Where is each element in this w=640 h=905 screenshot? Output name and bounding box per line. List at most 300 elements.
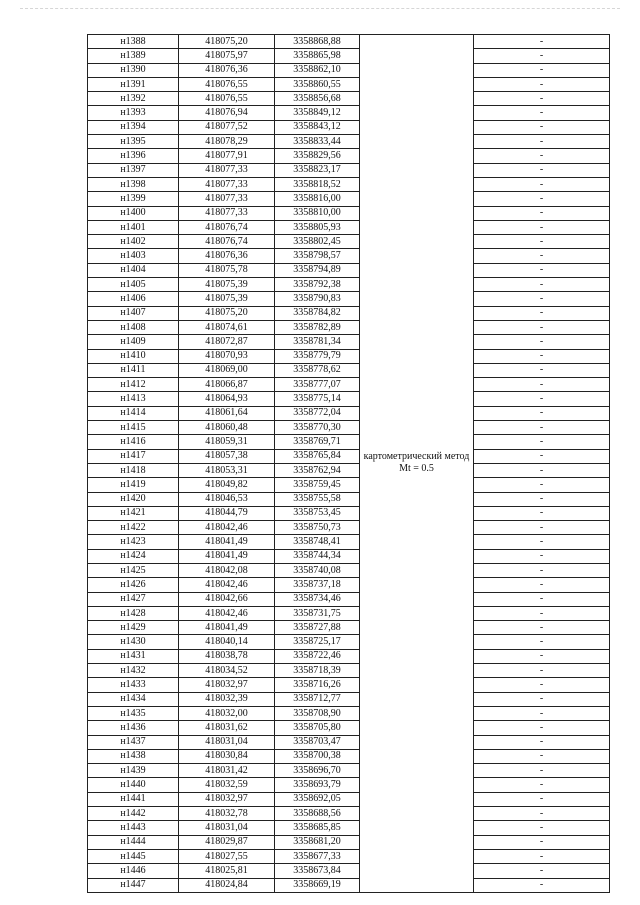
point-id-cell: н1423 (88, 535, 179, 549)
x-coordinate-cell: 418042,08 (179, 563, 275, 577)
point-id-cell: н1418 (88, 463, 179, 477)
accuracy-cell: - (474, 35, 610, 49)
y-coordinate-cell: 3358802,45 (275, 235, 360, 249)
point-id-cell: н1408 (88, 320, 179, 334)
table-row (88, 721, 610, 735)
table-row (88, 392, 610, 406)
x-coordinate-cell: 418076,55 (179, 92, 275, 106)
x-coordinate-cell: 418076,74 (179, 220, 275, 234)
accuracy-cell: - (474, 721, 610, 735)
table-row (88, 735, 610, 749)
x-coordinate-cell: 418031,42 (179, 764, 275, 778)
x-coordinate-cell: 418066,87 (179, 378, 275, 392)
y-coordinate-cell: 3358734,46 (275, 592, 360, 606)
y-coordinate-cell: 3358782,89 (275, 320, 360, 334)
point-id-cell: н1405 (88, 278, 179, 292)
accuracy-cell: - (474, 220, 610, 234)
table-row (88, 678, 610, 692)
y-coordinate-cell: 3358823,17 (275, 163, 360, 177)
point-id-cell: н1410 (88, 349, 179, 363)
x-coordinate-cell: 418077,33 (179, 192, 275, 206)
x-coordinate-cell: 418076,36 (179, 249, 275, 263)
point-id-cell: н1397 (88, 163, 179, 177)
table-row (88, 35, 610, 49)
y-coordinate-cell: 3358692,05 (275, 792, 360, 806)
accuracy-cell: - (474, 278, 610, 292)
table-row (88, 378, 610, 392)
table-row (88, 206, 610, 220)
x-coordinate-cell: 418077,52 (179, 120, 275, 134)
point-id-cell: н1413 (88, 392, 179, 406)
x-coordinate-cell: 418041,49 (179, 535, 275, 549)
x-coordinate-cell: 418030,84 (179, 749, 275, 763)
y-coordinate-cell: 3358681,20 (275, 835, 360, 849)
table-row (88, 106, 610, 120)
x-coordinate-cell: 418031,04 (179, 821, 275, 835)
x-coordinate-cell: 418040,14 (179, 635, 275, 649)
x-coordinate-cell: 418072,87 (179, 335, 275, 349)
accuracy-cell: - (474, 506, 610, 520)
y-coordinate-cell: 3358744,34 (275, 549, 360, 563)
y-coordinate-cell: 3358805,93 (275, 220, 360, 234)
y-coordinate-cell: 3358794,89 (275, 263, 360, 277)
table-row (88, 49, 610, 63)
y-coordinate-cell: 3358727,88 (275, 621, 360, 635)
y-coordinate-cell: 3358779,79 (275, 349, 360, 363)
point-id-cell: н1421 (88, 506, 179, 520)
table-row (88, 749, 610, 763)
x-coordinate-cell: 418075,97 (179, 49, 275, 63)
y-coordinate-cell: 3358781,34 (275, 335, 360, 349)
point-id-cell: н1400 (88, 206, 179, 220)
table-row (88, 835, 610, 849)
x-coordinate-cell: 418032,97 (179, 678, 275, 692)
point-id-cell: н1407 (88, 306, 179, 320)
accuracy-cell: - (474, 292, 610, 306)
accuracy-cell: - (474, 406, 610, 420)
x-coordinate-cell: 418077,33 (179, 206, 275, 220)
accuracy-cell: - (474, 435, 610, 449)
table-row (88, 220, 610, 234)
point-id-cell: н1419 (88, 478, 179, 492)
accuracy-cell: - (474, 135, 610, 149)
y-coordinate-cell: 3358790,83 (275, 292, 360, 306)
x-coordinate-cell: 418032,39 (179, 692, 275, 706)
x-coordinate-cell: 418034,52 (179, 664, 275, 678)
point-id-cell: н1398 (88, 177, 179, 191)
accuracy-cell: - (474, 706, 610, 720)
table-row (88, 263, 610, 277)
table-row (88, 606, 610, 620)
point-id-cell: н1404 (88, 263, 179, 277)
accuracy-cell: - (474, 320, 610, 334)
point-id-cell: н1425 (88, 563, 179, 577)
point-id-cell: н1437 (88, 735, 179, 749)
table-row (88, 506, 610, 520)
table-row (88, 421, 610, 435)
table-row (88, 592, 610, 606)
table-row (88, 792, 610, 806)
accuracy-cell: - (474, 306, 610, 320)
x-coordinate-cell: 418077,91 (179, 149, 275, 163)
y-coordinate-cell: 3358833,44 (275, 135, 360, 149)
table-row (88, 349, 610, 363)
y-coordinate-cell: 3358712,77 (275, 692, 360, 706)
point-id-cell: н1427 (88, 592, 179, 606)
table-row (88, 578, 610, 592)
point-id-cell: н1426 (88, 578, 179, 592)
x-coordinate-cell: 418041,49 (179, 621, 275, 635)
y-coordinate-cell: 3358700,38 (275, 749, 360, 763)
y-coordinate-cell: 3358865,98 (275, 49, 360, 63)
accuracy-cell: - (474, 206, 610, 220)
x-coordinate-cell: 418078,29 (179, 135, 275, 149)
table-row (88, 535, 610, 549)
accuracy-cell: - (474, 106, 610, 120)
x-coordinate-cell: 418046,53 (179, 492, 275, 506)
table-row (88, 563, 610, 577)
table-row (88, 92, 610, 106)
x-coordinate-cell: 418049,82 (179, 478, 275, 492)
point-id-cell: н1414 (88, 406, 179, 420)
point-id-cell: н1393 (88, 106, 179, 120)
point-id-cell: н1428 (88, 606, 179, 620)
table-row (88, 406, 610, 420)
point-id-cell: н1390 (88, 63, 179, 77)
y-coordinate-cell: 3358748,41 (275, 535, 360, 549)
x-coordinate-cell: 418031,62 (179, 721, 275, 735)
x-coordinate-cell: 418024,84 (179, 878, 275, 892)
y-coordinate-cell: 3358669,19 (275, 878, 360, 892)
y-coordinate-cell: 3358770,30 (275, 421, 360, 435)
point-id-cell: н1402 (88, 235, 179, 249)
table-row (88, 521, 610, 535)
table-row (88, 807, 610, 821)
y-coordinate-cell: 3358688,56 (275, 807, 360, 821)
x-coordinate-cell: 418032,78 (179, 807, 275, 821)
accuracy-cell: - (474, 864, 610, 878)
point-id-cell: н1391 (88, 77, 179, 91)
point-id-cell: н1395 (88, 135, 179, 149)
y-coordinate-cell: 3358708,90 (275, 706, 360, 720)
table-row (88, 878, 610, 892)
accuracy-cell: - (474, 77, 610, 91)
accuracy-cell: - (474, 749, 610, 763)
point-id-cell: н1447 (88, 878, 179, 892)
x-coordinate-cell: 418070,93 (179, 349, 275, 363)
y-coordinate-cell: 3358816,00 (275, 192, 360, 206)
x-coordinate-cell: 418042,46 (179, 578, 275, 592)
y-coordinate-cell: 3358778,62 (275, 363, 360, 377)
accuracy-cell: - (474, 263, 610, 277)
table-row (88, 163, 610, 177)
y-coordinate-cell: 3358673,84 (275, 864, 360, 878)
table-row (88, 478, 610, 492)
table-row (88, 706, 610, 720)
table-row (88, 778, 610, 792)
point-id-cell: н1439 (88, 764, 179, 778)
x-coordinate-cell: 418075,39 (179, 278, 275, 292)
accuracy-cell: - (474, 664, 610, 678)
x-coordinate-cell: 418025,81 (179, 864, 275, 878)
point-id-cell: н1442 (88, 807, 179, 821)
y-coordinate-cell: 3358769,71 (275, 435, 360, 449)
table-row (88, 492, 610, 506)
x-coordinate-cell: 418032,00 (179, 706, 275, 720)
x-coordinate-cell: 418076,94 (179, 106, 275, 120)
y-coordinate-cell: 3358703,47 (275, 735, 360, 749)
accuracy-cell: - (474, 606, 610, 620)
accuracy-cell: - (474, 63, 610, 77)
point-id-cell: н1389 (88, 49, 179, 63)
point-id-cell: н1435 (88, 706, 179, 720)
accuracy-cell: - (474, 849, 610, 863)
table-row (88, 664, 610, 678)
accuracy-cell: - (474, 363, 610, 377)
table-row (88, 120, 610, 134)
table-row (88, 249, 610, 263)
point-id-cell: н1429 (88, 621, 179, 635)
x-coordinate-cell: 418075,78 (179, 263, 275, 277)
table-row (88, 320, 610, 334)
table-row (88, 335, 610, 349)
point-id-cell: н1403 (88, 249, 179, 263)
y-coordinate-cell: 3358777,07 (275, 378, 360, 392)
x-coordinate-cell: 418029,87 (179, 835, 275, 849)
accuracy-cell: - (474, 92, 610, 106)
accuracy-cell: - (474, 563, 610, 577)
point-id-cell: н1431 (88, 649, 179, 663)
y-coordinate-cell: 3358685,85 (275, 821, 360, 835)
x-coordinate-cell: 418077,33 (179, 177, 275, 191)
x-coordinate-cell: 418042,46 (179, 606, 275, 620)
point-id-cell: н1424 (88, 549, 179, 563)
y-coordinate-cell: 3358740,08 (275, 563, 360, 577)
coordinates-table-body (88, 35, 610, 893)
y-coordinate-cell: 3358716,26 (275, 678, 360, 692)
table-row (88, 463, 610, 477)
table-row (88, 278, 610, 292)
accuracy-cell: - (474, 163, 610, 177)
point-id-cell: н1436 (88, 721, 179, 735)
accuracy-cell: - (474, 492, 610, 506)
coordinates-table (87, 34, 610, 893)
x-coordinate-cell: 418038,78 (179, 649, 275, 663)
y-coordinate-cell: 3358731,75 (275, 606, 360, 620)
table-row (88, 63, 610, 77)
x-coordinate-cell: 418042,46 (179, 521, 275, 535)
point-id-cell: н1438 (88, 749, 179, 763)
point-id-cell: н1433 (88, 678, 179, 692)
x-coordinate-cell: 418057,38 (179, 449, 275, 463)
accuracy-cell: - (474, 592, 610, 606)
accuracy-cell: - (474, 463, 610, 477)
accuracy-cell: - (474, 49, 610, 63)
x-coordinate-cell: 418060,48 (179, 421, 275, 435)
table-row (88, 849, 610, 863)
y-coordinate-cell: 3358843,12 (275, 120, 360, 134)
y-coordinate-cell: 3358775,14 (275, 392, 360, 406)
point-id-cell: н1416 (88, 435, 179, 449)
y-coordinate-cell: 3358849,12 (275, 106, 360, 120)
accuracy-cell: - (474, 792, 610, 806)
point-id-cell: н1399 (88, 192, 179, 206)
table-row (88, 764, 610, 778)
y-coordinate-cell: 3358810,00 (275, 206, 360, 220)
y-coordinate-cell: 3358696,70 (275, 764, 360, 778)
point-id-cell: н1401 (88, 220, 179, 234)
x-coordinate-cell: 418031,04 (179, 735, 275, 749)
y-coordinate-cell: 3358750,73 (275, 521, 360, 535)
x-coordinate-cell: 418027,55 (179, 849, 275, 863)
point-id-cell: н1406 (88, 292, 179, 306)
x-coordinate-cell: 418041,49 (179, 549, 275, 563)
accuracy-cell: - (474, 149, 610, 163)
point-id-cell: н1434 (88, 692, 179, 706)
x-coordinate-cell: 418061,64 (179, 406, 275, 420)
y-coordinate-cell: 3358860,55 (275, 77, 360, 91)
y-coordinate-cell: 3358725,17 (275, 635, 360, 649)
accuracy-cell: - (474, 349, 610, 363)
accuracy-cell: - (474, 235, 610, 249)
accuracy-cell: - (474, 635, 610, 649)
accuracy-cell: - (474, 835, 610, 849)
table-row (88, 77, 610, 91)
accuracy-cell: - (474, 335, 610, 349)
x-coordinate-cell: 418077,33 (179, 163, 275, 177)
accuracy-cell: - (474, 578, 610, 592)
point-id-cell: н1443 (88, 821, 179, 835)
point-id-cell: н1411 (88, 363, 179, 377)
point-id-cell: н1432 (88, 664, 179, 678)
point-id-cell: н1430 (88, 635, 179, 649)
accuracy-cell: - (474, 535, 610, 549)
table-row (88, 621, 610, 635)
point-id-cell: н1441 (88, 792, 179, 806)
accuracy-cell: - (474, 421, 610, 435)
table-row (88, 292, 610, 306)
y-coordinate-cell: 3358856,68 (275, 92, 360, 106)
y-coordinate-cell: 3358829,56 (275, 149, 360, 163)
y-coordinate-cell: 3358818,52 (275, 177, 360, 191)
y-coordinate-cell: 3358677,33 (275, 849, 360, 863)
table-row (88, 635, 610, 649)
table-row (88, 306, 610, 320)
accuracy-cell: - (474, 807, 610, 821)
table-row (88, 135, 610, 149)
point-id-cell: н1422 (88, 521, 179, 535)
accuracy-cell: - (474, 120, 610, 134)
table-row (88, 235, 610, 249)
table-row (88, 149, 610, 163)
accuracy-cell: - (474, 821, 610, 835)
point-id-cell: н1440 (88, 778, 179, 792)
point-id-cell: н1420 (88, 492, 179, 506)
x-coordinate-cell: 418076,74 (179, 235, 275, 249)
point-id-cell: н1446 (88, 864, 179, 878)
y-coordinate-cell: 3358753,45 (275, 506, 360, 520)
point-id-cell: н1409 (88, 335, 179, 349)
x-coordinate-cell: 418032,59 (179, 778, 275, 792)
accuracy-cell: - (474, 735, 610, 749)
accuracy-cell: - (474, 621, 610, 635)
accuracy-cell: - (474, 177, 610, 191)
y-coordinate-cell: 3358737,18 (275, 578, 360, 592)
method-note-cell: картометрический метод Mt = 0.5 (360, 35, 474, 893)
x-coordinate-cell: 418075,20 (179, 306, 275, 320)
point-id-cell: н1412 (88, 378, 179, 392)
accuracy-cell: - (474, 549, 610, 563)
point-id-cell: н1417 (88, 449, 179, 463)
accuracy-cell: - (474, 249, 610, 263)
y-coordinate-cell: 3358798,57 (275, 249, 360, 263)
accuracy-cell: - (474, 764, 610, 778)
x-coordinate-cell: 418075,20 (179, 35, 275, 49)
point-id-cell: н1396 (88, 149, 179, 163)
y-coordinate-cell: 3358765,84 (275, 449, 360, 463)
x-coordinate-cell: 418069,00 (179, 363, 275, 377)
y-coordinate-cell: 3358718,39 (275, 664, 360, 678)
y-coordinate-cell: 3358772,04 (275, 406, 360, 420)
y-coordinate-cell: 3358722,46 (275, 649, 360, 663)
point-id-cell: н1394 (88, 120, 179, 134)
y-coordinate-cell: 3358759,45 (275, 478, 360, 492)
x-coordinate-cell: 418044,79 (179, 506, 275, 520)
accuracy-cell: - (474, 449, 610, 463)
table-row (88, 864, 610, 878)
point-id-cell: н1445 (88, 849, 179, 863)
accuracy-cell: - (474, 678, 610, 692)
table-row (88, 821, 610, 835)
x-coordinate-cell: 418076,55 (179, 77, 275, 91)
y-coordinate-cell: 3358862,10 (275, 63, 360, 77)
accuracy-cell: - (474, 392, 610, 406)
x-coordinate-cell: 418076,36 (179, 63, 275, 77)
y-coordinate-cell: 3358868,88 (275, 35, 360, 49)
x-coordinate-cell: 418053,31 (179, 463, 275, 477)
accuracy-cell: - (474, 778, 610, 792)
point-id-cell: н1392 (88, 92, 179, 106)
y-coordinate-cell: 3358762,94 (275, 463, 360, 477)
x-coordinate-cell: 418074,61 (179, 320, 275, 334)
y-coordinate-cell: 3358792,38 (275, 278, 360, 292)
y-coordinate-cell: 3358755,58 (275, 492, 360, 506)
table-row (88, 177, 610, 191)
table-row (88, 435, 610, 449)
x-coordinate-cell: 418059,31 (179, 435, 275, 449)
accuracy-cell: - (474, 692, 610, 706)
y-coordinate-cell: 3358705,80 (275, 721, 360, 735)
table-row (88, 549, 610, 563)
scan-artifact-line (20, 8, 620, 13)
accuracy-cell: - (474, 521, 610, 535)
accuracy-cell: - (474, 192, 610, 206)
table-row (88, 449, 610, 463)
table-row (88, 692, 610, 706)
x-coordinate-cell: 418075,39 (179, 292, 275, 306)
point-id-cell: н1415 (88, 421, 179, 435)
point-id-cell: н1444 (88, 835, 179, 849)
accuracy-cell: - (474, 378, 610, 392)
accuracy-cell: - (474, 878, 610, 892)
accuracy-cell: - (474, 649, 610, 663)
y-coordinate-cell: 3358693,79 (275, 778, 360, 792)
point-id-cell: н1388 (88, 35, 179, 49)
table-row (88, 649, 610, 663)
x-coordinate-cell: 418042,66 (179, 592, 275, 606)
accuracy-cell: - (474, 478, 610, 492)
x-coordinate-cell: 418032,97 (179, 792, 275, 806)
